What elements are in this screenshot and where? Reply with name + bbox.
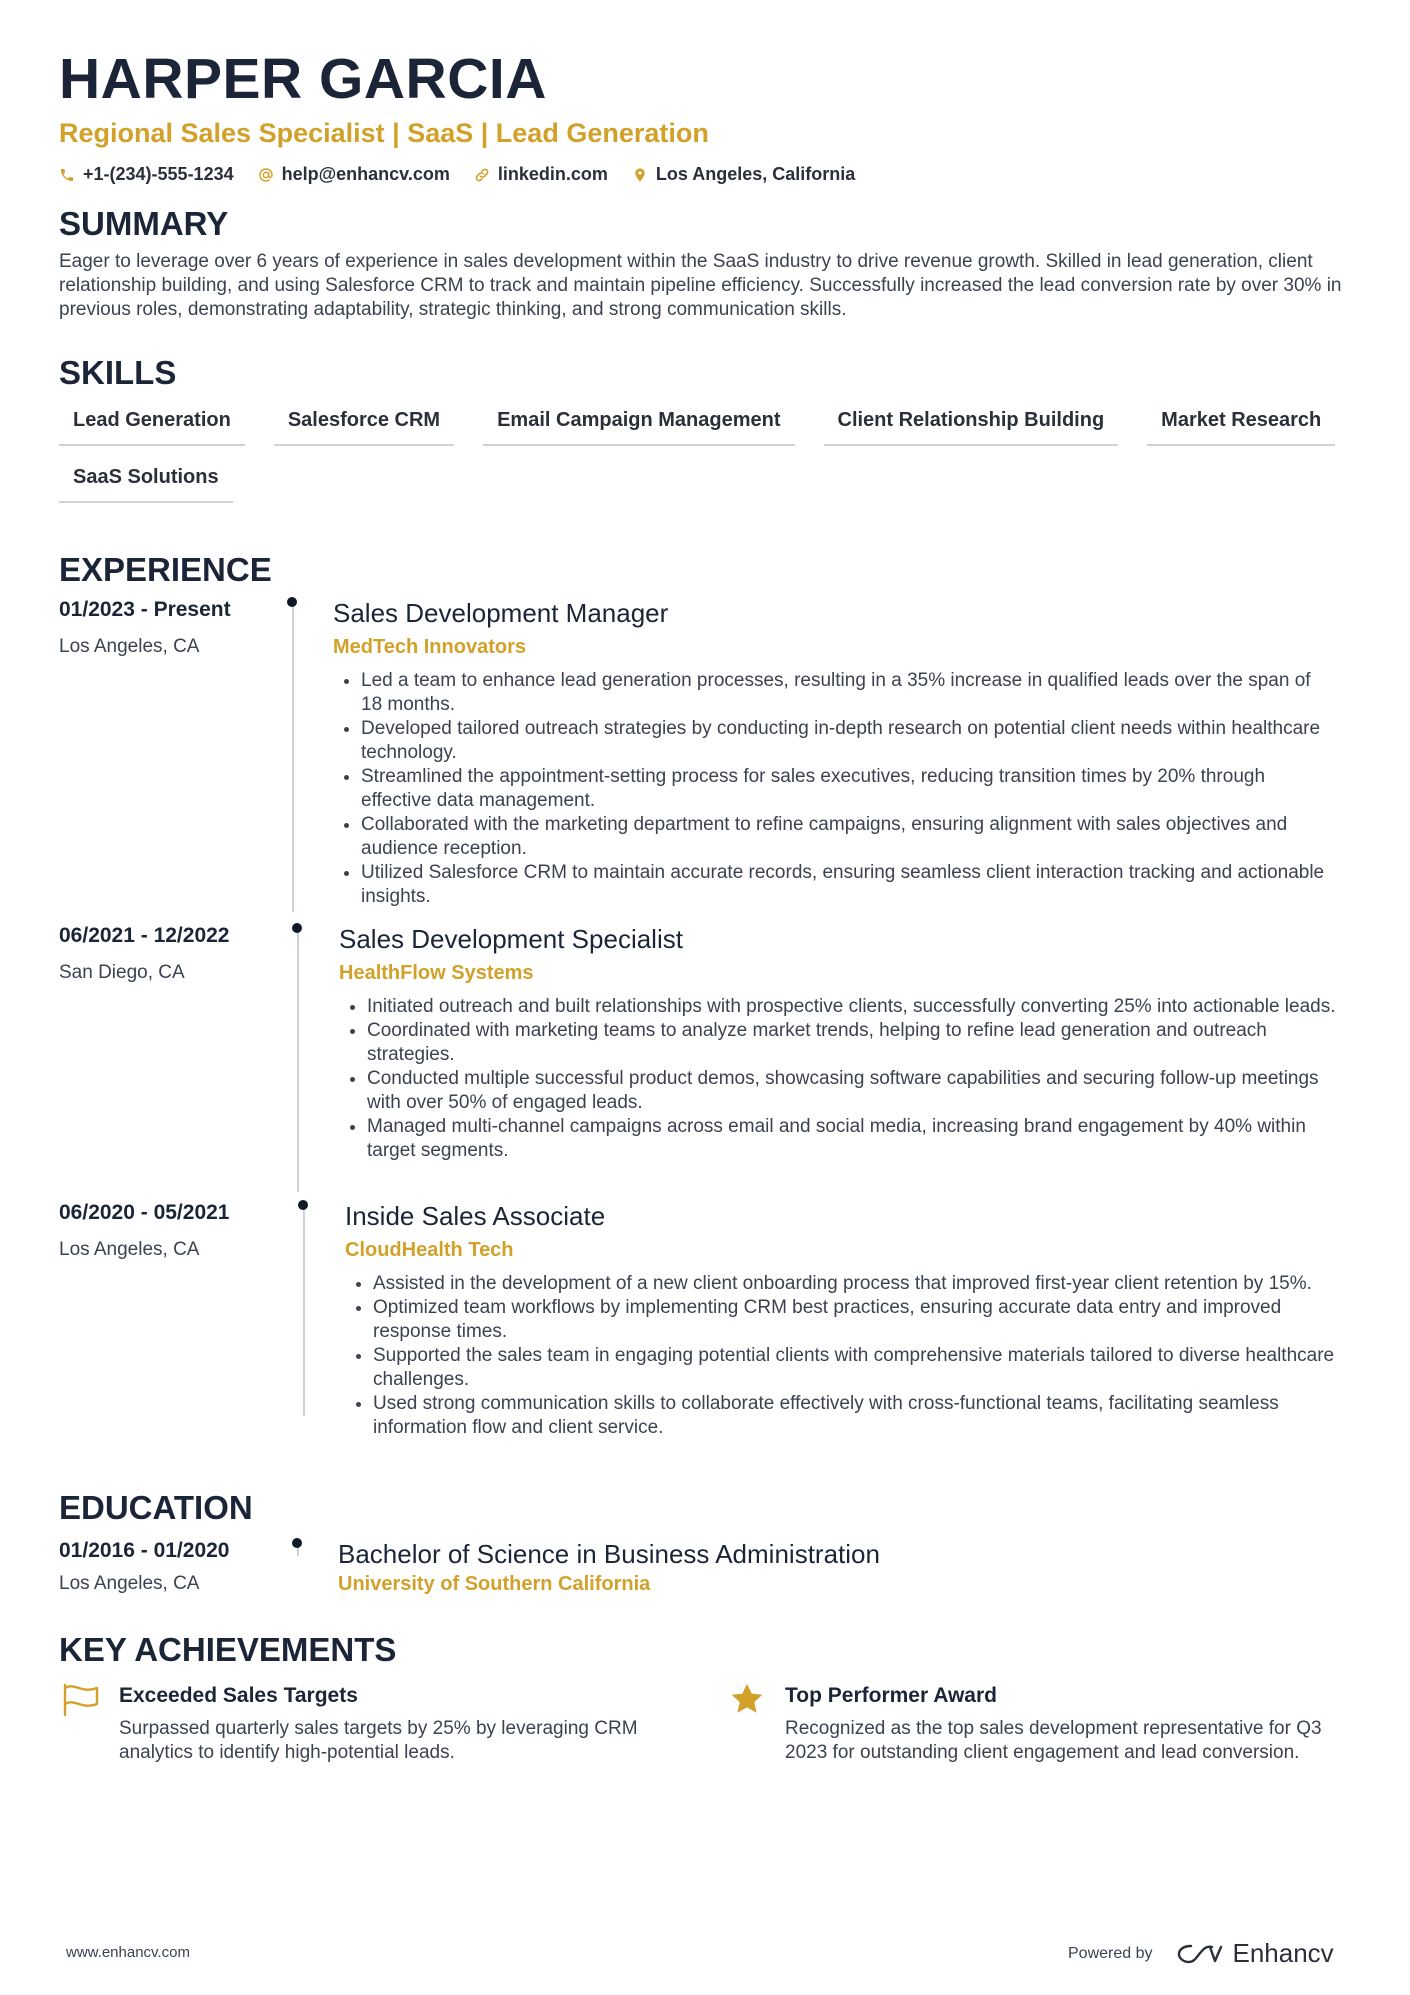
- contact-phone[interactable]: [59, 164, 234, 185]
- linkedin-text: linkedin.com: [497, 164, 608, 184]
- footer-website[interactable]: www.enhancv.com: [66, 1944, 190, 1961]
- location-pin-icon: [632, 167, 648, 183]
- brand-logo[interactable]: [1177, 1938, 1334, 1969]
- job-bullets: [333, 669, 1333, 909]
- footer-branding: [1068, 1938, 1334, 1969]
- job-dates: 01/2023 - Present: [59, 598, 231, 621]
- job-bullet: • Utilized Salesforce CRM to maintain accurate records, ensuring seamless client interaction tracking and actionable insights.: [361, 861, 1333, 909]
- contact-location: [632, 164, 855, 185]
- job-title: Sales Development Specialist: [339, 924, 683, 954]
- experience-section: [59, 550, 272, 590]
- link-icon: [474, 167, 490, 183]
- job-location: Los Angeles, CA: [59, 636, 200, 657]
- company-name: CloudHealth Tech: [345, 1239, 514, 1261]
- skills-title: SKILLS: [59, 354, 177, 391]
- skill-tag: SaaS Solutions: [59, 458, 233, 503]
- education-location: Los Angeles, CA: [59, 1573, 200, 1594]
- phone-text: +1-(234)-555-1234: [83, 164, 234, 184]
- job-bullet: • Assisted in the development of a new client onboarding process that improved first-year client retention by 15%.: [373, 1272, 1345, 1296]
- timeline-dot: [292, 923, 302, 933]
- summary-section: [59, 204, 1355, 322]
- job-bullet: • Coordinated with marketing teams to analyze market trends, helping to refine lead generation and outreach strategies.: [367, 1019, 1339, 1067]
- job-bullet: • Optimized team workflows by implementing CRM best practices, ensuring accurate data entry and improved response times.: [373, 1296, 1345, 1344]
- resume-page: [59, 46, 1355, 185]
- achievement-desc: Surpassed quarterly sales targets by 25% by leveraging CRM analytics to identify high-potential leads.: [119, 1718, 638, 1763]
- skills-list: [59, 401, 1355, 503]
- location-text: Los Angeles, California: [655, 164, 856, 184]
- education-dates: 01/2016 - 01/2020: [59, 1539, 230, 1562]
- job-bullet: • Supported the sales team in engaging potential clients with comprehensive materials tailored to diverse healthcare challenges.: [373, 1344, 1345, 1392]
- contact-linkedin[interactable]: [474, 164, 608, 185]
- job-location: San Diego, CA: [59, 962, 185, 983]
- powered-by-label: Powered by: [1068, 1944, 1153, 1962]
- summary-title: SUMMARY: [59, 205, 229, 242]
- enhancv-logo-icon: [1177, 1942, 1223, 1966]
- job-bullet: • Streamlined the appointment-setting process for sales executives, reducing transition times by 20% through effective data management.: [361, 765, 1333, 813]
- job-dates: 06/2021 - 12/2022: [59, 924, 230, 947]
- job-dates: 06/2020 - 05/2021: [59, 1201, 230, 1224]
- achievement-title: Top Performer Award: [785, 1684, 997, 1707]
- job-bullet: • Conducted multiple successful product demos, showcasing software capabilities and securing follow-up meetings with over 50% of engaged leads.: [367, 1067, 1339, 1115]
- job-title: Sales Development Manager: [333, 598, 669, 628]
- contact-email[interactable]: [258, 164, 450, 185]
- candidate-name: HARPER GARCIA: [59, 47, 547, 111]
- job-bullet: • Led a team to enhance lead generation processes, resulting in a 35% increase in qualified leads over the span of 18 months.: [361, 669, 1333, 717]
- timeline-dot: [298, 1200, 308, 1210]
- skill-tag: Market Research: [1147, 401, 1335, 446]
- flag-icon: [62, 1683, 100, 1717]
- skill-tag: Lead Generation: [59, 401, 245, 446]
- timeline-dot: [287, 597, 297, 607]
- job-bullet: • Collaborated with the marketing department to refine campaigns, ensuring alignment with sales objectives and audience reception.: [361, 813, 1333, 861]
- phone-icon: [59, 167, 75, 183]
- skills-section: [59, 353, 1355, 503]
- timeline-dot: [292, 1538, 302, 1548]
- achievement-desc: Recognized as the top sales development representative for Q3 2023 for outstanding client engagement and lead conversion.: [785, 1718, 1322, 1763]
- job-location: Los Angeles, CA: [59, 1239, 200, 1260]
- school-name: University of Southern California: [338, 1573, 651, 1595]
- contact-bar: [59, 164, 1355, 185]
- achievements-section: [59, 1630, 396, 1670]
- job-bullets: [345, 1272, 1345, 1440]
- star-icon: [728, 1681, 766, 1717]
- summary-text: Eager to leverage over 6 years of experience in sales development within the SaaS industry to drive revenue growth. Skilled in lead generation, client relationship building, and using Salesforce CRM to track and maintain pipeline efficiency. Successfully increased the lead conversion rate by over 30% in previous roles, demonstrating adaptability, strategic thinking, and strong communication skills.: [59, 251, 1342, 320]
- skill-tag: Email Campaign Management: [483, 401, 794, 446]
- candidate-headline: Regional Sales Specialist | SaaS | Lead Generation: [59, 118, 709, 148]
- job-bullet: • Developed tailored outreach strategies by conducting in-depth research on potential client needs within healthcare technology.: [361, 717, 1333, 765]
- job-bullet: • Managed multi-channel campaigns across email and social media, increasing brand engagement by 40% within target segments.: [367, 1115, 1339, 1163]
- achievements-title: KEY ACHIEVEMENTS: [59, 1631, 397, 1668]
- degree-title: Bachelor of Science in Business Administration: [338, 1539, 880, 1569]
- skill-tag: Salesforce CRM: [274, 401, 454, 446]
- job-bullet: • Initiated outreach and built relationships with prospective clients, successfully converting 25% into actionable leads.: [367, 995, 1339, 1019]
- achievement-title: Exceeded Sales Targets: [119, 1684, 358, 1707]
- company-name: HealthFlow Systems: [339, 962, 534, 984]
- brand-name: Enhancv: [1232, 1938, 1334, 1968]
- job-bullet: • Used strong communication skills to collaborate effectively with cross-functional teams, facilitating seamless information flow and client service.: [373, 1392, 1345, 1440]
- skill-tag: Client Relationship Building: [824, 401, 1119, 446]
- experience-title: EXPERIENCE: [59, 551, 272, 588]
- education-section: [59, 1488, 253, 1528]
- email-text: help@enhancv.com: [281, 164, 450, 184]
- job-bullets: [339, 995, 1339, 1163]
- job-title: Inside Sales Associate: [345, 1201, 606, 1231]
- company-name: MedTech Innovators: [333, 636, 526, 658]
- timeline-line: [303, 1204, 305, 1416]
- education-title: EDUCATION: [59, 1489, 253, 1526]
- at-icon: [258, 167, 274, 183]
